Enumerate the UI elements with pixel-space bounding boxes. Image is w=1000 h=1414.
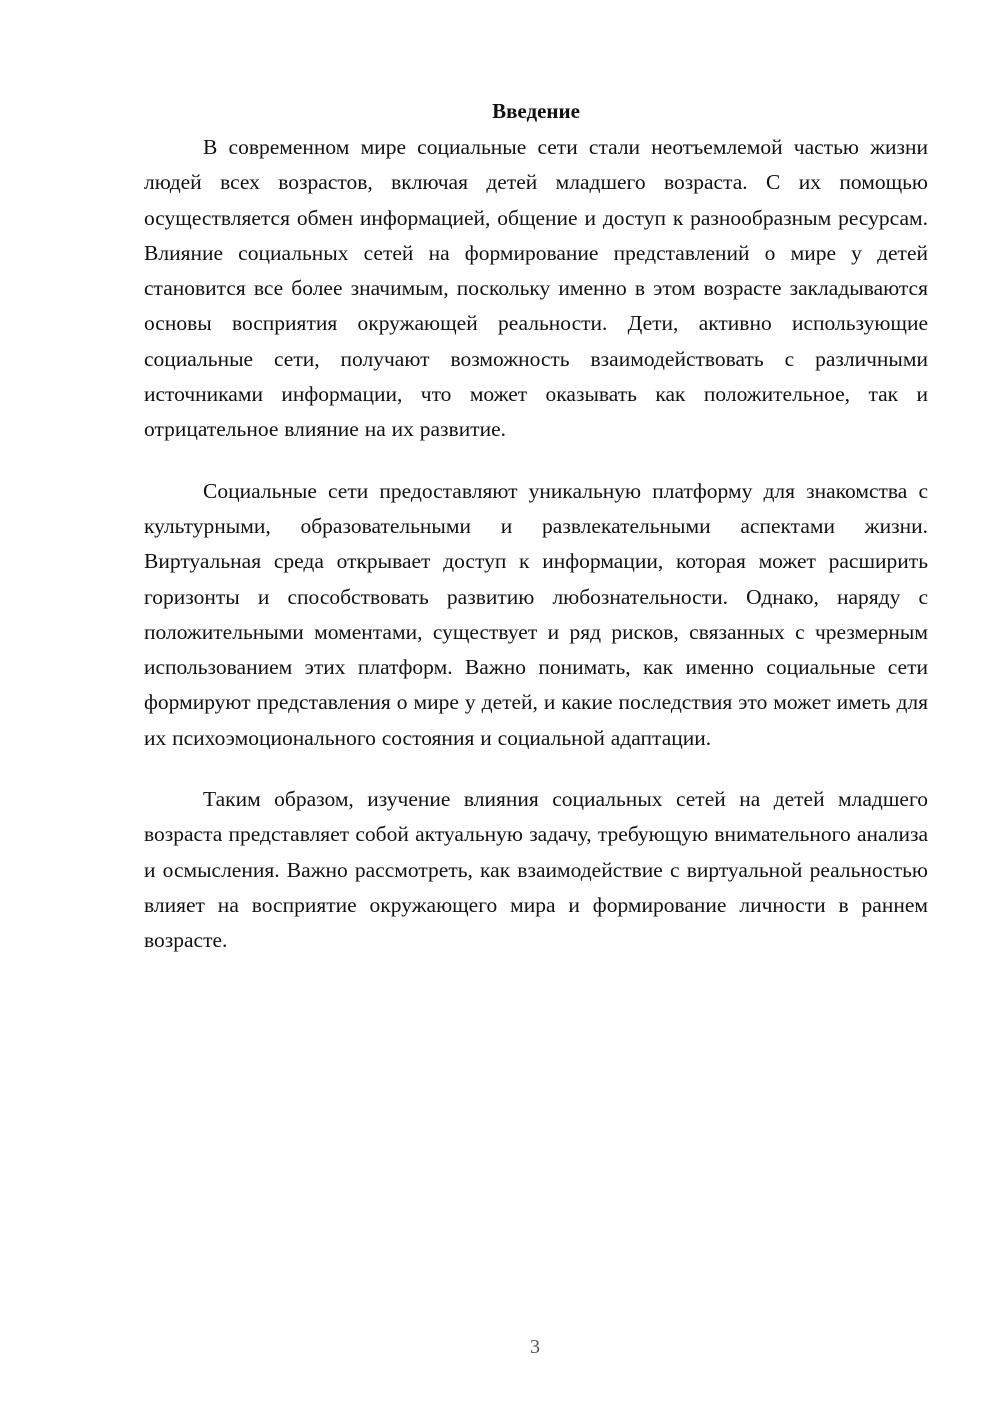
page-content: [144, 95, 928, 985]
section-title: Введение: [492, 99, 580, 123]
paragraph-3: Таким образом, изучение влияния социальных сетей на детей младшего возраста представляет собой актуальную задачу, требующую внимательного анализа и осмысления. Важно рассмотреть, как взаимодействие с виртуальной реальностью влияет на восприятие окружающего мира и формирование личности в раннем возрасте.: [144, 787, 928, 953]
paragraph-2: Социальные сети предоставляют уникальную платформу для знакомства с культурными, образовательными и развлекательными аспектами жизни. Виртуальная среда открывает доступ к информации, которая может расширить горизонты и способствовать развитию любознательности. Однако, наряду с положительными моментами, существует и ряд рисков, связанных с чрезмерным использованием этих платформ. Важно понимать, как именно социальные сети формируют представления о мире у детей, и какие последствия это может иметь для их психоэмоционального состояния и социальной адаптации.: [144, 478, 928, 750]
paragraph-1: В современном мире социальные сети стали неотъемлемой частью жизни людей всех возрастов, включая детей младшего возраста. С их помощью осуществляется обмен информацией, общение и доступ к разнообразным ресурсам. Влияние социальных сетей на формирование представлений о мире у детей становится все более значимым, поскольку именно в этом возрасте закладываются основы восприятия окружающей реальности. Дети, активно использующие социальные сети, получают возможность взаимодействовать с различными источниками информации, что может оказывать как положительное, так и отрицательное влияние на их развитие.: [144, 135, 928, 442]
page-number: 3: [530, 1336, 540, 1358]
